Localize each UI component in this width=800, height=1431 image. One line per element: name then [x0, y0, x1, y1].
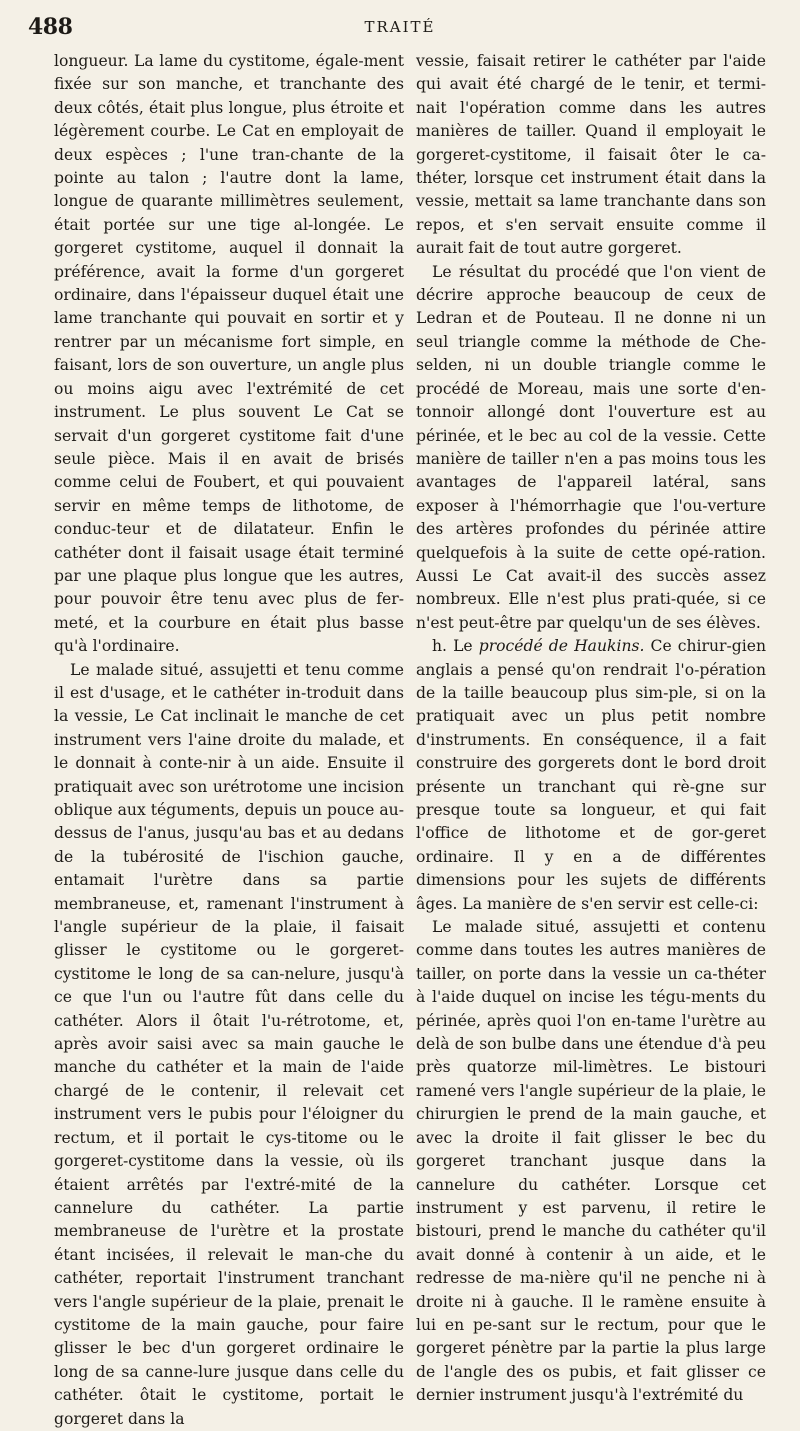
paragraph: vessie, faisait retirer le cathéter par l'aide qui avait été chargé de le tenir, et termi-nait l'opération comme dans les autres manières de tailler. Quand il employait le gorgeret-cystitome, il faisait ôter le ca-théter, lorsque cet instrument était dans la vessie, mettait sa lame tranchante dans son repos, et s'en servait ensuite comme il aurait fait de tout autre gorgeret. [416, 52, 766, 258]
paragraph: Le résultat du procédé que l'on vient de décrire approche beaucoup de ceux de Ledran et de Pouteau. Il ne donne ni un seul triangle comme la méthode de Che-selden, ni un double triangle comme le procédé de Moreau, mais une sorte d'en-tonnoir allongé dont l'ouverture est au périnée, et le bec au col de la vessie. Cette manière de tailler n'en a pas moins tous les avantages de l'appareil latéral, sans exposer à l'hémorrhagie que l'ou-verture des artères profondes du périnée attire quelquefois à la suite de cette opé-ration. Aussi Le Cat avait-il des succès assez nombreux. Elle n'est plus prati-quée, si ce n'est peut-être par quelqu'un de ses élèves. [416, 262, 766, 632]
page-number: 488 [28, 14, 73, 40]
paragraph: longueur. La lame du cystitome, égale-ment fixée sur son manche, et tranchante des deux côtés, était plus longue, plus étroite et légèrement courbe. Le Cat en employait de deux espèces ; l'une tran-chante de la pointe au talon ; l'autre dont la lame, longue de quarante millimètres seulement, était portée sur une tige al-longée. Le gorgeret cystitome, auquel il donnait la préférence, avait la forme d'un gorgeret ordinaire, dans l'épaisseur duquel était une lame tranchante qui pouvait en sortir et y rentrer par un mécanisme fort simple, en faisant, lors de son ouverture, un angle plus ou moins aigu avec l'extrémité de cet instrument. Le plus souvent Le Cat se servait d'un gorgeret cystitome fait d'une seule pièce. Mais il en avait de brisés comme celui de Foubert, et qui pouvaient servir en même temps de lithotome, de conduc-teur et de dilatateur. Enfin le cathéter dont il faisait usage était terminé par une plaque plus longue que les autres, pour pouvoir être tenu avec plus de fer-meté, et la courbure en était plus basse qu'à l'ordinaire. [54, 52, 404, 656]
running-head: TRAITÉ [364, 18, 436, 36]
section-text: Ce chirur-gien anglais a pensé qu'on rendrait l'o-pération de la taille beaucoup plus sim-ple, si on la pratiquait avec un plus petit nombre d'instruments. En conséquence, il a fait construire des gorgerets dont le bord droit présente un tranchant qui rè-gne sur presque toute sa longueur, et qui fait l'office de lithotome et de gor-geret ordinaire. Il y en a de différentes dimensions pour les sujets de différents âges. La manière de s'en servir est celle-ci: [416, 637, 767, 913]
section-paragraph [416, 635, 766, 916]
paragraph: Le malade situé, assujetti et contenu comme dans toutes les autres manières de tailler, on porte dans la vessie un ca-théter à l'aide duquel on incise les tégu-ments du périnée, après quoi l'on en-tame l'urètre au delà de son bulbe dans une étendue d'à peu près quatorze mil-limètres. Le bistouri ramené vers l'angle supérieur de la plaie, le chirurgien le prend de la main gauche, et avec la droite il fait glisser le bec du gorgeret tranchant jusque dans la cannelure du cathéter. Lorsque cet instrument y est parvenu, il retire le bistouri, prend le manche du cathéter qu'il avait donné à contenir à un aide, et le redresse de ma-nière qu'il ne penche ni à droite ni à gauche. Il le ramène ensuite à lui en pe-sant sur le rectum, pour que le gorgeret pénètre par la partie la plus large de l'angle des os pubis, et fait glisser ce dernier instrument jusqu'à l'extrémité du [416, 918, 766, 1405]
right-column [416, 50, 766, 1408]
section-subhead: procédé de Haukins. [478, 637, 645, 656]
page-header [28, 14, 772, 44]
left-column [54, 50, 404, 1431]
section-label: h. Le [432, 637, 473, 656]
paragraph: Le malade situé, assujetti et tenu comme il est d'usage, et le cathéter in-troduit dans la vessie, Le Cat inclinait le manche de cet instrument vers l'aine droite du malade, et le donnait à conte-nir à un aide. Ensuite il pratiquait avec son urétrotome une incision oblique aux téguments, depuis un pouce au-dessus de l'anus, jusqu'au bas et au dedans de la tubérosité de l'ischion gauche, entamait l'urètre dans sa partie membraneuse, et, ramenant l'instrument à l'angle supérieur de la plaie, il faisait glisser le cystitome ou le gorgeret-cystitome le long de sa can-nelure, jusqu'à ce que l'un ou l'autre fût dans celle du cathéter. Alors il ôtait l'u-rétrotome, et, après avoir saisi avec sa main gauche le manche du cathéter et la main de l'aide chargé de le contenir, il relevait cet instrument vers le pubis pour l'éloigner du rectum, et il portait le cys-titome ou le gorgeret-cystitome dans la vessie, où ils étaient arrêtés par l'extré-mité de la cannelure du cathéter. La partie membraneuse de l'urètre et la prostate étant incisées, il relevait le man-che du cathéter, reportait l'instrument tranchant vers l'angle supérieur de la plaie, prenait le cystitome de la main gauche, pour faire glisser le bec d'un gorgeret ordinaire le long de sa canne-lure jusque dans celle du cathéter. ôtait le cystitome, portait le gorgeret dans la [54, 660, 404, 1428]
